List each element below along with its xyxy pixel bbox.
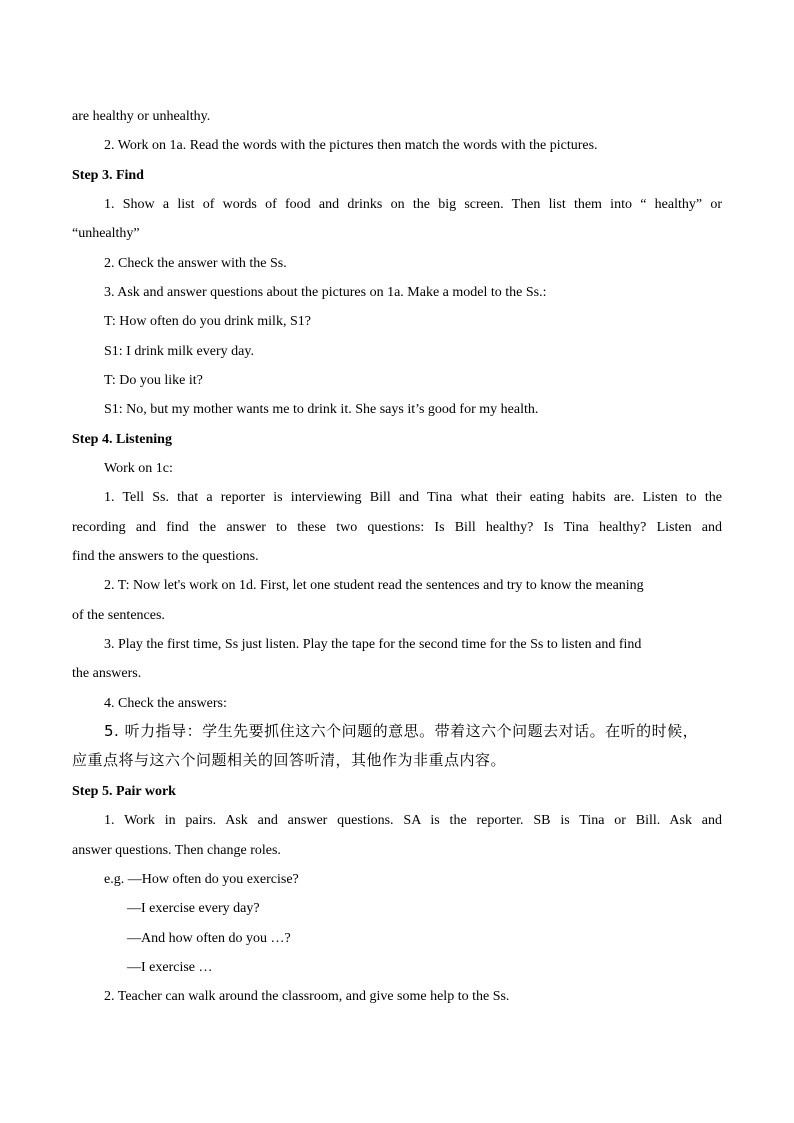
text-line: 2. Work on 1a. Read the words with the pictures then match the words with the pictures. (104, 138, 598, 153)
chinese-text-line: 应重点将与这六个问题相关的回答听清，其他作为非重点内容。 (72, 751, 507, 769)
text-line: are healthy or unhealthy. (72, 109, 211, 124)
dialogue-line: S1: I drink milk every day. (104, 344, 254, 359)
section-heading-step3: Step 3. Find (72, 168, 144, 183)
section-heading-step4: Step 4. Listening (72, 432, 172, 447)
text-line: find the answers to the questions. (72, 549, 259, 564)
chinese-text-line: 5. 听力指导：学生先要抓住这六个问题的意思。带着这六个问题去对话。在听的时候， (104, 722, 699, 740)
section-heading-step5: Step 5. Pair work (72, 784, 176, 799)
text-line: 3. Ask and answer questions about the pictures on 1a. Make a model to the Ss.: (104, 285, 547, 300)
text-line: the answers. (72, 666, 142, 681)
text-line: 3. Play the first time, Ss just listen. Play the tape for the second time for the Ss to listen and find (104, 637, 642, 652)
dialogue-line: S1: No, but my mother wants me to drink it. She says it’s good for my health. (104, 402, 539, 417)
example-line: —And how often do you …? (127, 931, 291, 946)
dialogue-line: T: How often do you drink milk, S1? (104, 314, 311, 329)
text-line: 1. Show a list of words of food and drinks on the big screen. Then list them into “ healthy” or (104, 197, 722, 212)
text-line: of the sentences. (72, 608, 165, 623)
example-line: —I exercise … (127, 960, 213, 975)
text-line: 1. Tell Ss. that a reporter is interviewing Bill and Tina what their eating habits are. Listen to the (104, 490, 722, 505)
text-line: “unhealthy” (72, 226, 140, 241)
text-line: Work on 1c: (104, 461, 173, 476)
text-line: 4. Check the answers: (104, 696, 227, 711)
text-line: 2. Teacher can walk around the classroom, and give some help to the Ss. (104, 989, 510, 1004)
example-line: e.g. —How often do you exercise? (104, 872, 299, 887)
text-line: 2. T: Now let's work on 1d. First, let one student read the sentences and try to know the meaning (104, 578, 644, 593)
text-line: 2. Check the answer with the Ss. (104, 256, 287, 271)
dialogue-line: T: Do you like it? (104, 373, 203, 388)
text-line: 1. Work in pairs. Ask and answer questions. SA is the reporter. SB is Tina or Bill. Ask and (104, 813, 722, 828)
example-line: —I exercise every day? (127, 901, 260, 916)
text-line: answer questions. Then change roles. (72, 843, 281, 858)
text-line: recording and find the answer to these two questions: Is Bill healthy? Is Tina healthy? Listen and (72, 520, 722, 535)
